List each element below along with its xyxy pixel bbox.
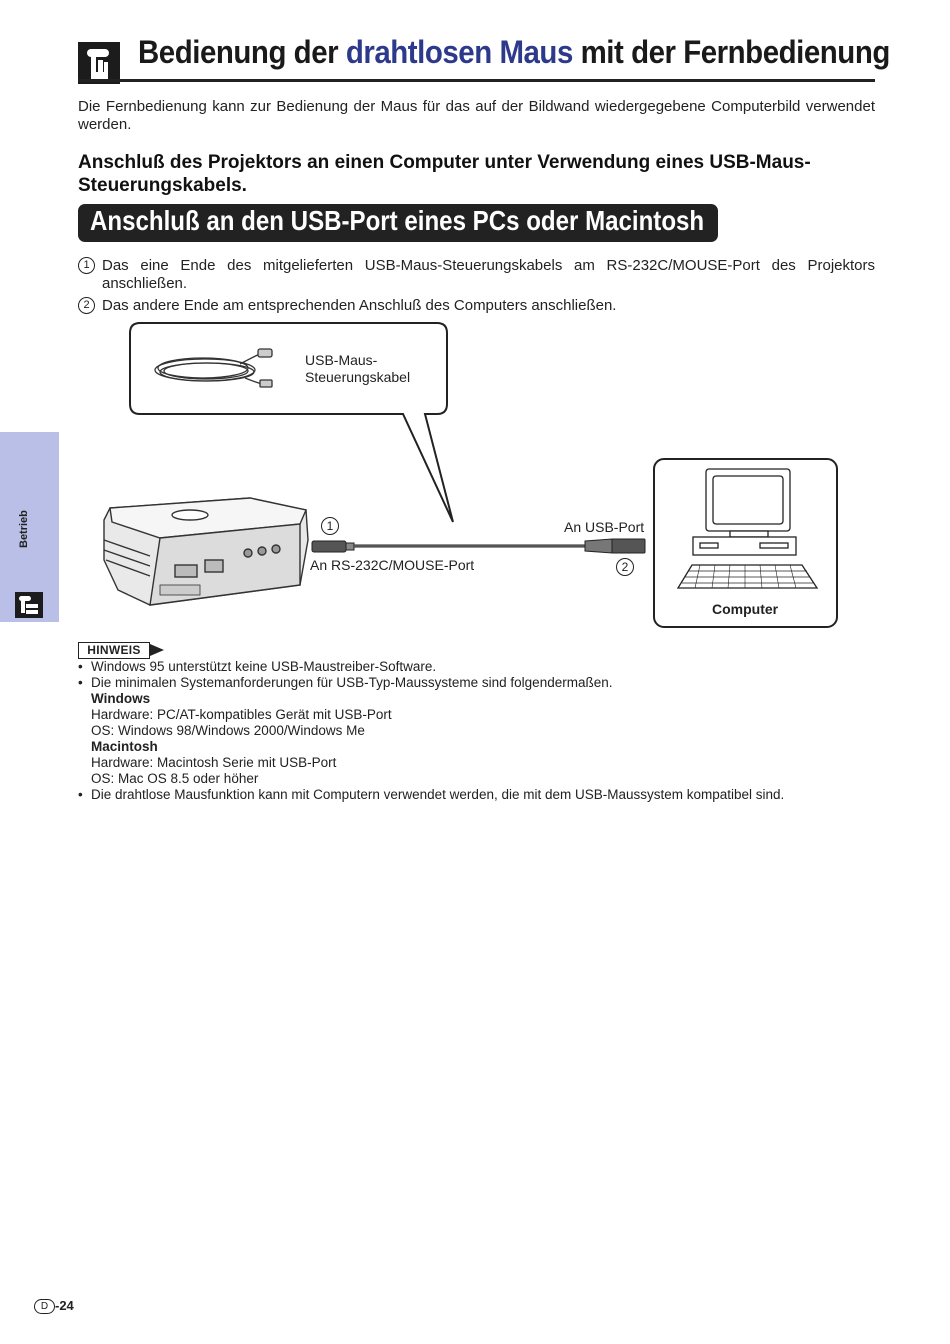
- step-1-text: Das eine Ende des mitgelieferten USB-Maus-Steuerungskabels am RS-232C/MOUSE-Port des Projektors anschließen.: [102, 257, 875, 292]
- section-title: Anschluß an den USB-Port eines PCs oder Macintosh: [90, 205, 705, 236]
- cable-label-line-1: USB-Maus-: [305, 352, 378, 368]
- mac-heading: Macintosh: [91, 739, 158, 754]
- port-left-label: An RS-232C/MOUSE-Port: [310, 557, 475, 573]
- title-part-1: Bedienung der: [138, 34, 346, 70]
- language-badge: D: [34, 1299, 55, 1314]
- projector-icon: [104, 498, 308, 605]
- note-bullet-1: • Windows 95 unterstützt keine USB-Maustreiber-Software.: [78, 659, 878, 675]
- mac-hardware: Hardware: Macintosh Serie mit USB-Port: [91, 755, 337, 770]
- note-bullet-3: • Die drahtlose Mausfunktion kann mit Computern verwendet werden, die mit dem USB-Maussystem kompatibel sind.: [78, 787, 878, 803]
- note-bullet-2: • Die minimalen Systemanforderungen für USB-Typ-Maussysteme sind folgendermaßen.: [78, 675, 878, 691]
- marker-1: 1: [321, 517, 339, 535]
- hinweis-arrow-icon: [150, 644, 164, 656]
- subheading: Anschluß des Projektors an einen Computer unter Verwendung eines USB-Maus-Steuerungskabels.: [78, 152, 811, 196]
- title-part-2: mit der Fernbedienung: [572, 34, 890, 70]
- intro-paragraph: Die Fernbedienung kann zur Bedienung der Maus für das auf der Bildwand wiedergegebene Computerbild verwendet werden.: [78, 98, 875, 133]
- usb-cable: [312, 539, 645, 553]
- note-list: [78, 659, 878, 803]
- step-2-text: Das andere Ende am entsprechenden Anschluß des Computers anschließen.: [102, 297, 617, 314]
- chapter-label: Betrieb: [18, 510, 30, 548]
- remote-control-icon: [15, 592, 43, 618]
- windows-os: OS: Windows 98/Windows 2000/Windows Me: [91, 723, 365, 738]
- windows-heading: Windows: [91, 691, 151, 706]
- hinweis-badge: HINWEIS: [78, 642, 150, 659]
- step-2-number: 2: [78, 297, 95, 314]
- page-number: [34, 1298, 74, 1314]
- computer-label: Computer: [712, 601, 779, 617]
- mac-os: OS: Mac OS 8.5 oder höher: [91, 771, 259, 786]
- port-right-label: An USB-Port: [564, 519, 645, 535]
- marker-2: 2: [616, 558, 634, 576]
- cable-label-line-2: Steuerungskabel: [305, 369, 411, 385]
- callout-bubble: [130, 323, 453, 522]
- page-number-text: -24: [55, 1298, 74, 1313]
- windows-hardware: Hardware: PC/AT-kompatibles Gerät mit USB-Port: [91, 707, 392, 722]
- title-accent: drahtlosen Maus: [345, 34, 573, 70]
- step-1-number: 1: [78, 257, 95, 274]
